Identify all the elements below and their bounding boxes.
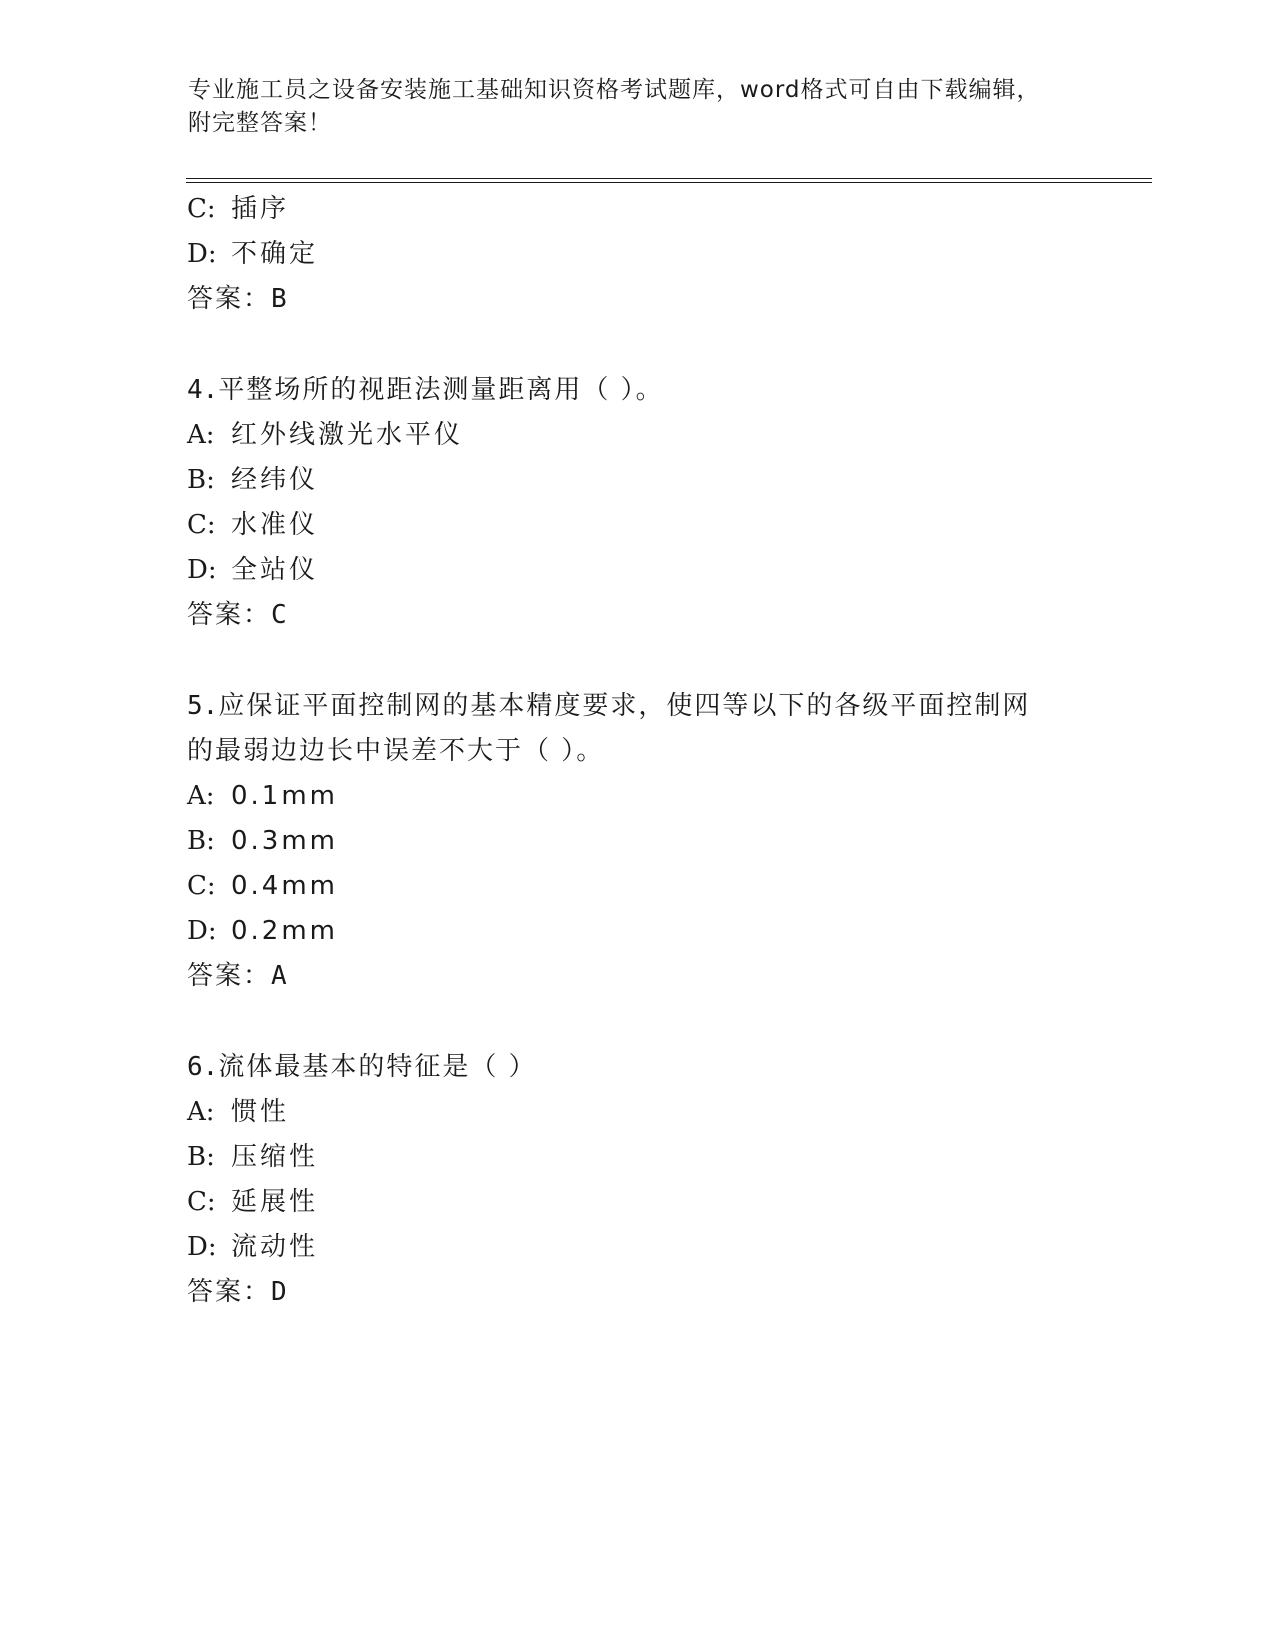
option-text: 惯性 bbox=[231, 1097, 290, 1127]
option-key: C: bbox=[187, 510, 216, 540]
option-text: 经纬仪 bbox=[231, 465, 319, 495]
option-text: 0.2mm bbox=[231, 916, 339, 946]
option-text: 流动性 bbox=[231, 1232, 319, 1262]
option-key: D: bbox=[187, 916, 217, 946]
option-key: B: bbox=[187, 465, 215, 495]
answer-label: 答案： bbox=[187, 1277, 272, 1307]
option-key: A: bbox=[187, 420, 215, 450]
header-divider-bottom bbox=[186, 182, 1152, 183]
option-line bbox=[187, 508, 318, 542]
answer-label: 答案： bbox=[187, 600, 272, 630]
answer-line bbox=[187, 598, 287, 632]
question-text: 流体最基本的特征是（ ） bbox=[218, 1052, 537, 1082]
option-line bbox=[187, 463, 318, 497]
question-text: 平整场所的视距法测量距离用（ ）。 bbox=[218, 375, 664, 405]
header-line-2: 附完整答案！ bbox=[188, 110, 332, 136]
header-line-1: 专业施工员之设备安装施工基础知识资格考试题库，word格式可自由下载编辑， bbox=[188, 77, 1041, 103]
option-key: B: bbox=[187, 826, 215, 856]
option-key: C: bbox=[187, 194, 216, 224]
option-line bbox=[187, 237, 318, 271]
option-key: B: bbox=[187, 1142, 215, 1172]
option-text: 压缩性 bbox=[231, 1142, 319, 1172]
answer-value: C bbox=[271, 600, 287, 630]
option-key: A: bbox=[187, 1097, 215, 1127]
option-text: 全站仪 bbox=[231, 555, 319, 585]
option-line bbox=[187, 1230, 318, 1264]
answer-line bbox=[187, 1275, 287, 1309]
option-line bbox=[187, 192, 289, 226]
option-key: C: bbox=[187, 871, 216, 901]
question-number: 5. bbox=[187, 691, 219, 721]
header-divider-top bbox=[186, 178, 1152, 179]
option-line bbox=[187, 779, 338, 813]
answer-value: D bbox=[271, 1277, 287, 1307]
document-header bbox=[188, 74, 1088, 140]
option-text: 不确定 bbox=[231, 239, 319, 269]
question-stem bbox=[187, 689, 1030, 723]
option-key: C: bbox=[187, 1187, 216, 1217]
option-text: 0.4mm bbox=[231, 871, 339, 901]
option-text: 红外线激光水平仪 bbox=[231, 420, 464, 450]
option-key: A: bbox=[187, 781, 215, 811]
answer-label: 答案： bbox=[187, 284, 272, 314]
question-stem bbox=[187, 1050, 537, 1084]
option-line bbox=[187, 1140, 318, 1174]
option-text: 插序 bbox=[231, 194, 290, 224]
option-line bbox=[187, 914, 338, 948]
question-text: 的最弱边边长中误差不大于（ ）。 bbox=[187, 736, 605, 766]
option-text: 水准仪 bbox=[231, 510, 319, 540]
question-number: 6. bbox=[187, 1052, 219, 1082]
question-stem-continued bbox=[187, 734, 604, 768]
option-text: 0.1mm bbox=[231, 781, 339, 811]
option-line bbox=[187, 1185, 318, 1219]
question-text: 应保证平面控制网的基本精度要求，使四等以下的各级平面控制网 bbox=[218, 691, 1031, 721]
option-line bbox=[187, 1095, 289, 1129]
option-key: D: bbox=[187, 1232, 217, 1262]
question-number: 4. bbox=[187, 375, 219, 405]
option-key: D: bbox=[187, 239, 217, 269]
answer-line bbox=[187, 282, 287, 316]
option-line bbox=[187, 869, 338, 903]
option-line bbox=[187, 553, 318, 587]
option-text: 0.3mm bbox=[231, 826, 339, 856]
option-key: D: bbox=[187, 555, 217, 585]
option-line bbox=[187, 824, 338, 858]
question-stem bbox=[187, 373, 664, 407]
option-text: 延展性 bbox=[231, 1187, 319, 1217]
answer-value: A bbox=[271, 961, 287, 991]
answer-value: B bbox=[271, 284, 287, 314]
answer-label: 答案： bbox=[187, 961, 272, 991]
answer-line bbox=[187, 959, 287, 993]
option-line bbox=[187, 418, 463, 452]
